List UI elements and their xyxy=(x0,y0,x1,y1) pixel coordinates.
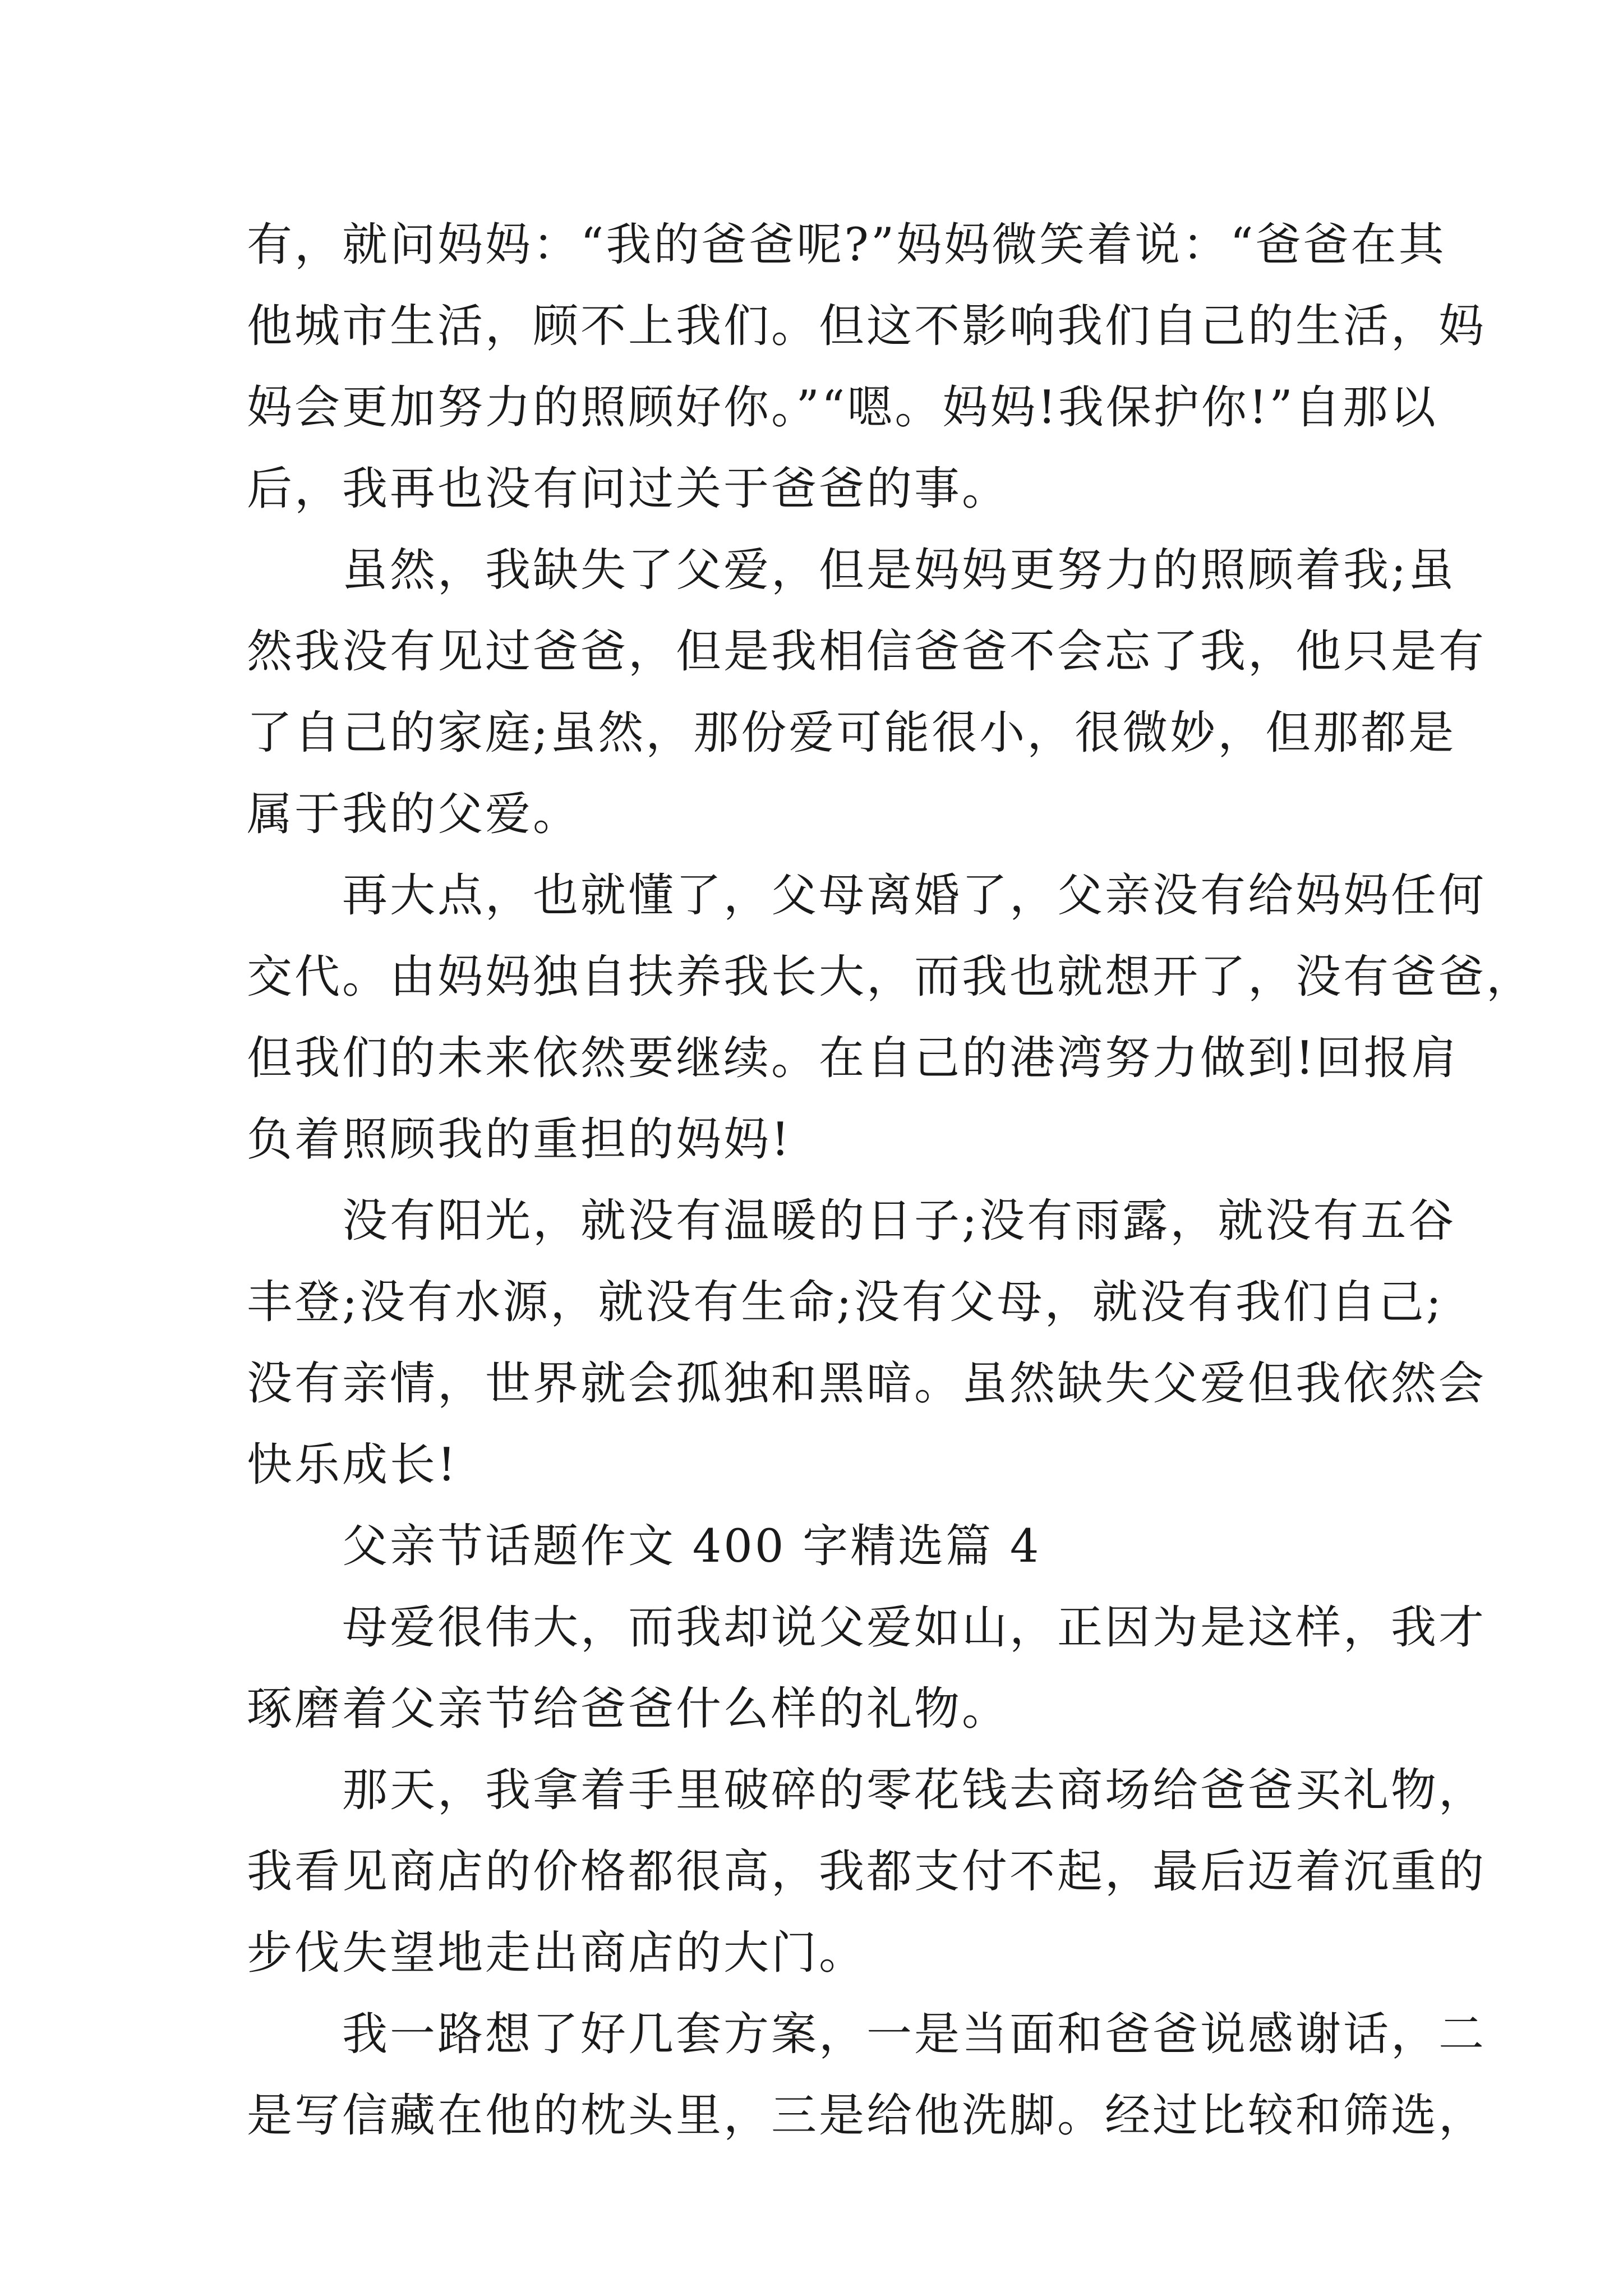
text-line: 但我们的未来依然要继续。在自己的港湾努力做到!回报肩 xyxy=(247,1032,1459,1085)
paragraph xyxy=(247,1588,1487,1750)
text-line: 负着照顾我的重担的妈妈! xyxy=(247,1114,792,1166)
paragraph xyxy=(247,205,1487,530)
text-line: 琢磨着父亲节给爸爸什么样的礼物。 xyxy=(247,1683,1010,1736)
text-line: 有，就问妈妈：“我的爸爸呢?”妈妈微笑着说：“爸爸在其 xyxy=(247,219,1446,272)
text-line: 母爱很伟大，而我却说父爱如山，正因为是这样，我才 xyxy=(342,1602,1487,1654)
text-line: 再大点，也就懂了，父母离婚了，父亲没有给妈妈任何 xyxy=(342,869,1487,922)
paragraph xyxy=(247,1994,1487,2157)
paragraph xyxy=(247,1181,1487,1506)
text-line: 是写信藏在他的枕头里，三是给他洗脚。经过比较和筛选， xyxy=(247,2090,1487,2142)
text-line: 步伐失望地走出商店的大门。 xyxy=(247,1927,867,1980)
heading-line: 父亲节话题作文 400 字精选篇 4 xyxy=(342,1520,1041,1573)
text-line: 我看见商店的价格都很高，我都支付不起，最后迈着沉重的 xyxy=(247,1846,1487,1898)
document-body xyxy=(247,205,1534,2157)
text-line: 虽然，我缺失了父爱，但是妈妈更努力的照顾着我;虽 xyxy=(342,544,1456,597)
paragraph xyxy=(247,855,1534,1181)
text-line: 没有阳光，就没有温暖的日子;没有雨露，就没有五谷 xyxy=(342,1195,1456,1248)
text-line: 然我没有见过爸爸，但是我相信爸爸不会忘了我，他只是有 xyxy=(247,625,1487,678)
text-line: 丰登;没有水源，就没有生命;没有父母，就没有我们自己; xyxy=(247,1276,1444,1329)
paragraph xyxy=(247,1750,1487,1994)
text-line: 我一路想了好几套方案，一是当面和爸爸说感谢话，二 xyxy=(342,2008,1487,2061)
text-line: 交代。由妈妈独自扶养我长大，而我也就想开了，没有爸爸， xyxy=(247,951,1534,1004)
text-line: 属于我的父爱。 xyxy=(247,788,581,841)
section-heading xyxy=(247,1506,1396,1588)
text-line: 后，我再也没有问过关于爸爸的事。 xyxy=(247,463,1010,516)
text-line: 快乐成长! xyxy=(247,1439,458,1492)
text-line: 那天，我拿着手里破碎的零花钱去商场给爸爸买礼物， xyxy=(342,1764,1487,1817)
paragraph xyxy=(247,530,1487,855)
text-line: 没有亲情，世界就会孤独和黑暗。虽然缺失父爱但我依然会 xyxy=(247,1358,1487,1410)
text-line: 他城市生活，顾不上我们。但这不影响我们自己的生活，妈 xyxy=(247,300,1487,353)
text-line: 妈会更加努力的照顾好你。”“嗯。妈妈!我保护你!”自那以 xyxy=(247,381,1438,434)
text-line: 了自己的家庭;虽然，那份爱可能很小，很微妙，但那都是 xyxy=(247,707,1456,760)
